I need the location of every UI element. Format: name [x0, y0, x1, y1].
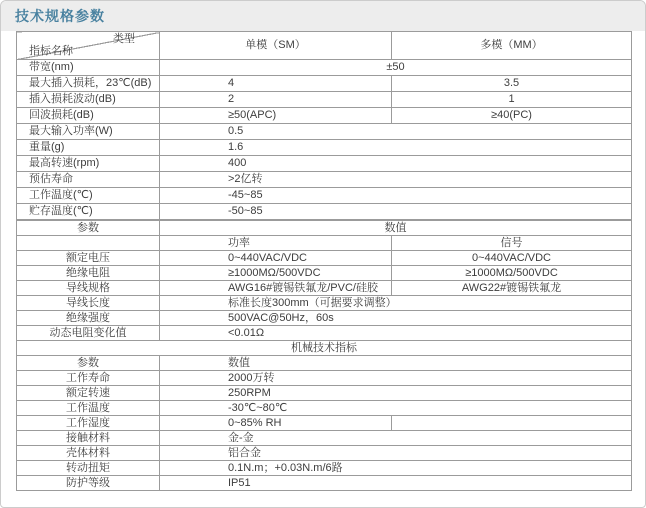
table-row [17, 251, 632, 266]
section-title-cell: 机械技术指标 [17, 341, 632, 356]
value-cell: 0.5 [160, 124, 632, 140]
row-label-cell: 工作温度 [17, 401, 160, 416]
row-label-cell: 贮存温度(℃) [17, 204, 160, 220]
row-label-cell: 最大插入损耗，23℃(dB) [17, 76, 160, 92]
column-header-singlemode: 单模（SM） [160, 32, 392, 60]
table-row [17, 446, 632, 461]
value-cell: <0.01Ω [160, 326, 632, 341]
value-cell: 0.1N.m；+0.03N.m/6路 [160, 461, 632, 476]
table-row [17, 76, 632, 92]
row-label-cell: 壳体材料 [17, 446, 160, 461]
value-cell: 金-金 [160, 431, 632, 446]
row-label-cell: 预估寿命 [17, 172, 160, 188]
table-row [17, 188, 632, 204]
power-value-cell: ≥1000MΩ/500VDC [160, 266, 392, 281]
multimode-value-cell: 3.5 [392, 76, 632, 92]
table-row [17, 204, 632, 220]
value-cell: 2000万转 [160, 371, 632, 386]
row-label-cell: 工作湿度 [17, 416, 160, 431]
table-row [17, 386, 632, 401]
diagonal-type-label: 类型 [113, 33, 135, 45]
row-label-cell: 防护等级 [17, 476, 160, 491]
table-header-row [17, 32, 632, 60]
table-row [17, 60, 632, 76]
row-label-cell: 额定电压 [17, 251, 160, 266]
page-title: 技术规格参数 [15, 8, 105, 24]
multimode-value-cell: ≥40(PC) [392, 108, 632, 124]
header-param-cell: 参数 [17, 221, 160, 236]
table-row [17, 124, 632, 140]
value-cell: 标准长度300mm（可据要求调整） [160, 296, 632, 311]
electrical-mechanical-spec-table [16, 220, 632, 491]
singlemode-value-cell: 2 [160, 92, 392, 108]
table-row [17, 476, 632, 491]
optical-spec-table [16, 31, 632, 220]
table-row [17, 266, 632, 281]
table-row [17, 431, 632, 446]
value-cell: -30℃~80℃ [160, 401, 632, 416]
diagonal-indicator-label: 指标名称 [29, 45, 73, 57]
power-value-cell: 0~440VAC/VDC [160, 251, 392, 266]
row-label-cell: 工作寿命 [17, 371, 160, 386]
table-row [17, 172, 632, 188]
row-label-cell: 最大输入功率(W) [17, 124, 160, 140]
header-param-cell: 参数 [17, 356, 160, 371]
table-row [17, 108, 632, 124]
table-row [17, 461, 632, 476]
value-cell: ±50 [160, 60, 632, 76]
table-row [17, 281, 632, 296]
row-label-cell: 回波损耗(dB) [17, 108, 160, 124]
header-value-cell: 数值 [160, 221, 632, 236]
value-cell: 铝合金 [160, 446, 632, 461]
value-cell: 400 [160, 156, 632, 172]
row-label-cell: 带宽(nm) [17, 60, 160, 76]
table-row [17, 156, 632, 172]
subheader-signal-cell: 信号 [392, 236, 632, 251]
signal-value-cell: ≥1000MΩ/500VDC [392, 266, 632, 281]
value-cell: 1.6 [160, 140, 632, 156]
row-label-cell: 最高转速(rpm) [17, 156, 160, 172]
value-cell: 500VAC@50Hz，60s [160, 311, 632, 326]
value-cell: 0~85% RH [160, 416, 392, 431]
value-cell: IP51 [160, 476, 632, 491]
singlemode-value-cell: 4 [160, 76, 392, 92]
table-row [17, 416, 632, 431]
value-cell: -50~85 [160, 204, 632, 220]
table-row [17, 221, 632, 236]
multimode-value-cell: 1 [392, 92, 632, 108]
row-label-cell: 导线长度 [17, 296, 160, 311]
row-label-cell: 绝缘电阻 [17, 266, 160, 281]
row-label-cell: 动态电阻变化值 [17, 326, 160, 341]
subheader-power-cell: 功率 [160, 236, 392, 251]
table-row [17, 371, 632, 386]
table-row [17, 341, 632, 356]
row-label-cell: 重量(g) [17, 140, 160, 156]
table-row [17, 92, 632, 108]
row-label-cell: 插入损耗波动(dB) [17, 92, 160, 108]
table-row [17, 311, 632, 326]
table-row [17, 326, 632, 341]
row-label-cell: 导线规格 [17, 281, 160, 296]
section-header-band [1, 1, 645, 31]
table-row [17, 140, 632, 156]
row-label-cell: 工作温度(℃) [17, 188, 160, 204]
row-label-cell: 绝缘强度 [17, 311, 160, 326]
power-value-cell: AWG16#镀锡铁氟龙/PVC/硅胶 [160, 281, 392, 296]
value-cell: -45~85 [160, 188, 632, 204]
singlemode-value-cell: ≥50(APC) [160, 108, 392, 124]
value-cell: 250RPM [160, 386, 632, 401]
header-value-cell: 数值 [160, 356, 632, 371]
empty-cell [392, 416, 632, 431]
diagonal-header-cell [17, 32, 160, 60]
row-label-cell: 转动扭矩 [17, 461, 160, 476]
empty-cell [17, 236, 160, 251]
table-row [17, 296, 632, 311]
table-row [17, 356, 632, 371]
table-row [17, 401, 632, 416]
value-cell: >2亿转 [160, 172, 632, 188]
row-label-cell: 额定转速 [17, 386, 160, 401]
signal-value-cell: AWG22#镀锡铁氟龙 [392, 281, 632, 296]
table-row [17, 236, 632, 251]
column-header-multimode: 多模（MM） [392, 32, 632, 60]
row-label-cell: 接触材料 [17, 431, 160, 446]
signal-value-cell: 0~440VAC/VDC [392, 251, 632, 266]
